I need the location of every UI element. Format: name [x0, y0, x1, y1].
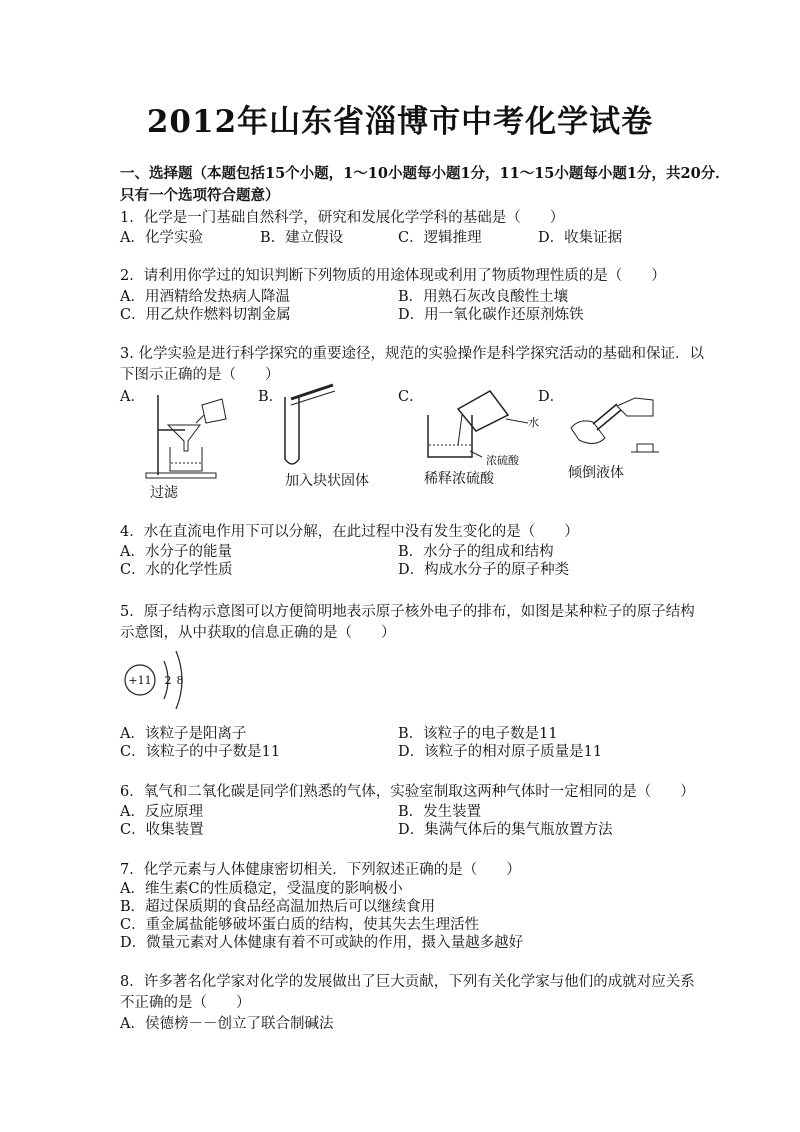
q3-stem-cont: 下图示正确的是（ ）: [120, 367, 280, 383]
caption-dilute-acid: 稀释浓硫酸: [424, 471, 494, 487]
q2-option-d[interactable]: D．用一氧化碳作还原剂炼铁: [398, 307, 584, 323]
q5-option-c[interactable]: C．该粒子的中子数是11: [120, 744, 281, 760]
caption-pour-liquid: 倾倒液体: [568, 465, 624, 481]
q7-option-d[interactable]: D．微量元素对人体健康有着不可或缺的作用，摄入量越多越好: [120, 935, 524, 951]
q8-stem: 8．许多著名化学家对化学的发展做出了巨大贡献，下列有关化学家与他们的成就对应关系: [120, 974, 695, 990]
filtration-figure: [140, 385, 240, 485]
q3-letter-b[interactable]: B．: [258, 389, 284, 405]
label-concentrated-acid: 浓硫酸: [486, 454, 519, 467]
q3-stem: 3. 化学实验是进行科学探究的重要途径，规范的实验操作是科学探究活动的基础和保证．以: [120, 346, 704, 362]
section-heading: 一、选择题（本题包括15个小题，1～10小题每小题1分，11～15小题每小题1分，共20分．: [120, 165, 730, 182]
q7-stem: 7．化学元素与人体健康密切相关．下列叙述正确的是（ ）: [120, 862, 521, 878]
q1-option-d[interactable]: D．收集证据: [538, 230, 623, 246]
shell-2-electrons: 8: [176, 674, 184, 687]
q5-option-a[interactable]: A．该粒子是阳离子: [120, 726, 247, 742]
section-heading-cont: 只有一个选项符合题意）: [120, 187, 280, 204]
q3-letter-d[interactable]: D．: [538, 389, 565, 405]
q5-option-b[interactable]: B．该粒子的电子数是11: [398, 726, 558, 742]
label-water: 水: [528, 416, 539, 429]
q1-option-c[interactable]: C．逻辑推理: [398, 230, 482, 246]
shell-1-electrons: 2: [164, 674, 172, 687]
q6-option-d[interactable]: D．集满气体后的集气瓶放置方法: [398, 822, 613, 838]
exam-title: 2012年山东省淄博市中考化学试卷: [146, 104, 654, 140]
q1-option-b[interactable]: B．建立假设: [260, 230, 344, 246]
q8-stem-cont: 不正确的是（ ）: [120, 995, 251, 1011]
caption-add-solid: 加入块状固体: [285, 473, 369, 489]
q5-stem: 5．原子结构示意图可以方便简明地表示原子核外电子的排布，如图是某种粒子的原子结构: [120, 604, 695, 620]
q6-stem: 6．氧气和二氧化碳是同学们熟悉的气体，实验室制取这两种气体时一定相同的是（ ）: [120, 784, 695, 800]
nucleus-charge-label: +11: [128, 674, 152, 687]
q5-option-d[interactable]: D．该粒子的相对原子质量是11: [398, 744, 603, 760]
q2-option-a[interactable]: A．用酒精给发热病人降温: [120, 289, 290, 305]
q4-option-c[interactable]: C．水的化学性质: [120, 562, 233, 578]
q4-option-a[interactable]: A．水分子的能量: [120, 544, 232, 560]
q2-option-b[interactable]: B．用熟石灰改良酸性土壤: [398, 289, 569, 305]
q6-option-b[interactable]: B．发生装置: [398, 804, 482, 820]
test-tube-figure: [275, 383, 345, 473]
q4-stem: 4．水在直流电作用下可以分解，在此过程中没有发生变化的是（ ）: [120, 524, 579, 540]
q3-letter-c[interactable]: C．: [398, 389, 424, 405]
q6-option-a[interactable]: A．反应原理: [120, 804, 203, 820]
atomic-structure-diagram: [118, 645, 198, 715]
q3-letter-a[interactable]: A．: [120, 389, 145, 405]
q5-stem-cont: 示意图，从中获取的信息正确的是（ ）: [120, 625, 396, 641]
q2-option-c[interactable]: C．用乙炔作燃料切割金属: [120, 307, 291, 323]
q1-stem: 1．化学是一门基础自然科学，研究和发展化学学科的基础是（ ）: [120, 210, 565, 226]
q7-option-a[interactable]: A．维生素C的性质稳定，受温度的影响极小: [120, 881, 403, 897]
pouring-figure: [565, 388, 665, 463]
caption-filtration: 过滤: [150, 485, 178, 501]
q2-stem: 2．请利用你学过的知识判断下列物质的用途体现或利用了物质物理性质的是（ ）: [120, 268, 666, 284]
q6-option-c[interactable]: C．收集装置: [120, 822, 204, 838]
q4-option-b[interactable]: B．水分子的组成和结构: [398, 544, 554, 560]
q4-option-d[interactable]: D．构成水分子的原子种类: [398, 562, 570, 578]
q7-option-b[interactable]: B．超过保质期的食品经高温加热后可以继续食用: [120, 899, 436, 915]
q1-option-a[interactable]: A．化学实验: [120, 230, 203, 246]
q7-option-c[interactable]: C．重金属盐能够破坏蛋白质的结构，使其失去生理活性: [120, 917, 480, 933]
q8-option-a[interactable]: A．侯德榜－－创立了联合制碱法: [120, 1016, 334, 1032]
